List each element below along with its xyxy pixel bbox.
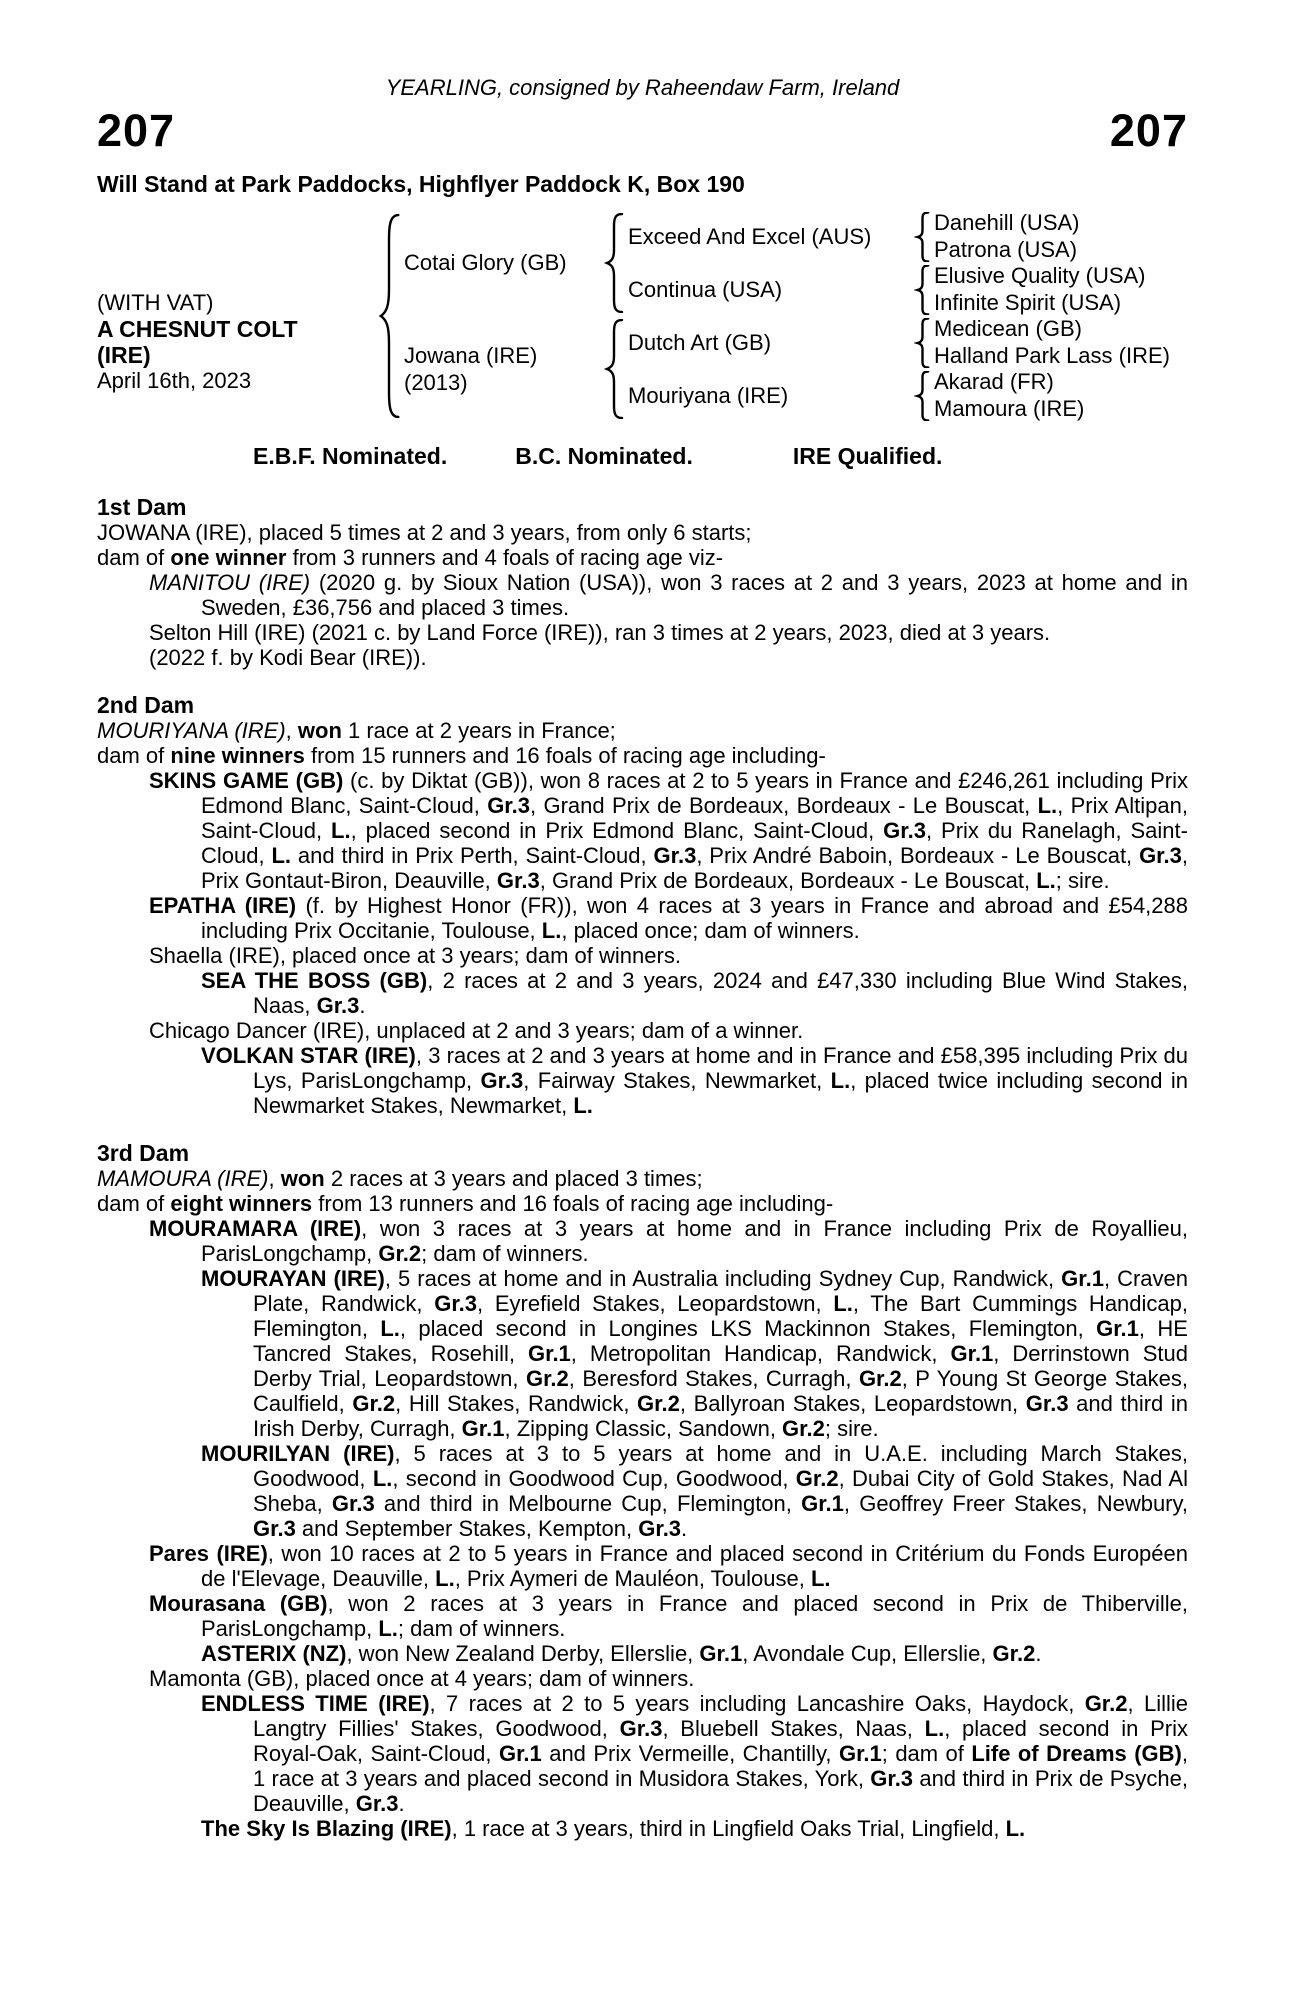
- pedigree-paragraph: [97, 1641, 1188, 1666]
- text-segment: , Fairway Stakes, Newmarket,: [523, 1068, 831, 1093]
- text-segment: Gr.1: [699, 1641, 743, 1666]
- gen4-name: Mamoura (IRE): [934, 395, 1085, 421]
- text-segment: Gr.1: [527, 1341, 571, 1366]
- text-segment: .: [398, 1791, 405, 1816]
- text-segment: and September Stakes, Kempton,: [295, 1516, 639, 1541]
- gen4-name: Medicean (GB): [934, 316, 1082, 342]
- brace-icon: [374, 210, 404, 422]
- text-segment: , Ballyroan Stakes, Leopardstown,: [679, 1391, 1026, 1416]
- pedigree-paragraph: [97, 743, 1188, 768]
- text-segment: EPATHA (IRE): [149, 893, 297, 918]
- text-segment: Life of Dreams (GB): [971, 1741, 1182, 1766]
- text-segment: Gr.3: [316, 993, 360, 1018]
- text-segment: ,: [285, 718, 298, 743]
- text-segment: , Metropolitan Handicap, Randwick,: [570, 1341, 951, 1366]
- pedigree-paragraph: [97, 545, 1188, 570]
- section-heading: 3rd Dam: [97, 1140, 190, 1166]
- text-segment: SKINS GAME (GB): [149, 768, 344, 793]
- text-segment: , Dubai City of Gold Stakes, Nad Al Sheba,: [253, 1466, 1188, 1516]
- text-segment: , 2 races at 2 and 3 years, 2024 and £47,330 including Blue Wind Stakes, Naas,: [253, 968, 1189, 1018]
- text-segment: ; sire.: [1055, 868, 1110, 893]
- lot-number-left: 207: [97, 105, 176, 156]
- text-segment: nine winners: [170, 743, 305, 768]
- text-segment: , Prix du Ranelagh, Saint-Cloud,: [201, 818, 1188, 868]
- lot-number-right: 207: [1109, 105, 1188, 156]
- text-segment: Gr.3: [331, 1491, 375, 1516]
- text-segment: L.: [573, 1093, 593, 1118]
- pedigree-tree: [97, 210, 1188, 422]
- text-segment: L.: [435, 1566, 455, 1591]
- pedigree-paragraph: [97, 768, 1188, 893]
- ire-qualified-label: IRE Qualified.: [792, 443, 943, 469]
- text-segment: from 13 runners and 16 foals of racing age including-: [312, 1191, 834, 1216]
- text-segment: L.: [830, 1068, 851, 1093]
- pedigree-paragraph: [97, 520, 1188, 545]
- text-segment: L.: [372, 1466, 393, 1491]
- gen4-name: Danehill (USA): [934, 210, 1080, 236]
- text-segment: , P Young St George Stakes, Caulfield,: [253, 1366, 1188, 1416]
- text-segment: , Beresford Stakes, Curragh,: [568, 1366, 859, 1391]
- vat-note: (WITH VAT): [97, 290, 214, 315]
- text-segment: The Sky Is Blazing (IRE): [201, 1816, 452, 1841]
- gen4-name: Akarad (FR): [934, 369, 1054, 395]
- text-segment: , Craven Plate, Randwick,: [253, 1266, 1188, 1316]
- dam-sire-name: Dutch Art (GB): [628, 329, 772, 355]
- pedigree-paragraph: [97, 1043, 1188, 1118]
- text-segment: , Prix André Baboin, Bordeaux - Le Bouscat,: [696, 843, 1140, 868]
- text-segment: , placed second in Longines LKS Mackinnon Stakes, Flemington,: [399, 1316, 1097, 1341]
- text-segment: Gr.3: [638, 1516, 682, 1541]
- text-segment: , 5 races at home and in Australia including Sydney Cup, Randwick,: [384, 1266, 1062, 1291]
- pedigree-paragraph: [97, 1441, 1188, 1541]
- pedigree-paragraph: [97, 1018, 1188, 1043]
- text-segment: , won 3 races at 3 years at home and in France including Prix de Royallieu, ParisLongchamp,: [201, 1216, 1188, 1266]
- text-segment: SEA THE BOSS (GB): [201, 968, 428, 993]
- text-segment: Gr.1: [461, 1416, 505, 1441]
- text-segment: L.: [1036, 868, 1056, 893]
- text-segment: , Eyrefield Stakes, Leopardstown,: [477, 1291, 834, 1316]
- foal-date: April 16th, 2023: [97, 368, 252, 393]
- pedigree-details: [97, 495, 1188, 1841]
- gen4-name: Infinite Spirit (USA): [934, 289, 1122, 315]
- text-segment: ENDLESS TIME (IRE): [201, 1691, 430, 1716]
- pedigree-paragraph: [97, 1216, 1188, 1266]
- text-segment: , placed twice including second in Newmarket Stakes, Newmarket,: [253, 1068, 1188, 1118]
- text-segment: Gr.3: [355, 1791, 399, 1816]
- text-segment: MOURIYANA (IRE): [97, 718, 286, 743]
- text-segment: , Grand Prix de Bordeaux, Bordeaux - Le Bouscat,: [530, 793, 1038, 818]
- text-segment: 2 races at 3 years and placed 3 times;: [324, 1166, 703, 1191]
- text-segment: (2020 g. by Sioux Nation (USA)), won 3 races at 2 and 3 years, 2023 at home and in Sweden, £36,756 and placed 3 times.: [201, 570, 1188, 620]
- text-segment: .: [681, 1516, 688, 1541]
- text-segment: , HE Tancred Stakes, Rosehill,: [253, 1316, 1188, 1366]
- text-segment: Mamonta (GB), placed once at 4 years; dam of winners.: [149, 1666, 695, 1691]
- text-segment: Gr.3: [619, 1716, 663, 1741]
- text-segment: dam of: [97, 743, 171, 768]
- text-segment: , Avondale Cup, Ellerslie,: [742, 1641, 993, 1666]
- text-segment: , Derrinstown Stud Derby Trial, Leopardstown,: [253, 1341, 1189, 1391]
- text-segment: Gr.3: [870, 1766, 914, 1791]
- dam-section: [97, 693, 1188, 1118]
- text-segment: 1 race at 2 years in France;: [341, 718, 616, 743]
- text-segment: L.: [810, 1566, 831, 1591]
- text-segment: , won New Zealand Derby, Ellerslie,: [346, 1641, 700, 1666]
- text-segment: , Grand Prix de Bordeaux, Bordeaux - Le Bouscat,: [539, 868, 1037, 893]
- brace-icon: [910, 210, 934, 263]
- text-segment: from 3 runners and 4 foals of racing age viz-: [286, 545, 724, 570]
- text-segment: L.: [331, 818, 351, 843]
- text-segment: Selton Hill (IRE) (2021 c. by Land Force (IRE)), ran 3 times at 2 years, 2023, died at 3 years.: [149, 620, 1051, 645]
- text-segment: , placed second in Prix Royal-Oak, Saint-Cloud,: [253, 1716, 1189, 1766]
- text-segment: , The Bart Cummings Handicap, Flemington,: [253, 1291, 1188, 1341]
- text-segment: Gr.1: [801, 1491, 844, 1516]
- gen4-name: Halland Park Lass (IRE): [934, 342, 1170, 368]
- text-segment: L.: [1037, 793, 1058, 818]
- pedigree-paragraph: [97, 893, 1188, 943]
- text-segment: Gr.2: [637, 1391, 680, 1416]
- brace-icon: [600, 316, 628, 422]
- text-segment: Gr.1: [498, 1741, 542, 1766]
- dam-section: [97, 495, 1188, 670]
- section-heading: 2nd Dam: [97, 692, 195, 718]
- text-segment: , 1 race at 3 years, third in Lingfield Oaks Trial, Lingfield,: [451, 1816, 1006, 1841]
- text-segment: and third in Irish Derby, Curragh,: [253, 1391, 1188, 1441]
- text-segment: , placed second in Prix Edmond Blanc, Saint-Cloud,: [350, 818, 884, 843]
- text-segment: Shaella (IRE), placed once at 3 years; dam of winners.: [149, 943, 681, 968]
- subject-country: (IRE): [97, 342, 151, 368]
- text-segment: eight winners: [170, 1191, 313, 1216]
- text-segment: ,: [268, 1166, 281, 1191]
- text-segment: VOLKAN STAR (IRE): [201, 1043, 416, 1068]
- lot-number-row: [97, 105, 1188, 156]
- text-segment: Gr.2: [352, 1391, 396, 1416]
- text-segment: Gr.3: [253, 1516, 296, 1541]
- text-segment: Gr.3: [480, 1068, 524, 1093]
- pedigree-paragraph: [97, 968, 1188, 1018]
- text-segment: L.: [924, 1716, 945, 1741]
- sire-dam-name: Continua (USA): [628, 276, 783, 302]
- text-segment: and Prix Vermeille, Chantilly,: [541, 1741, 839, 1766]
- text-segment: ; dam of: [881, 1741, 972, 1766]
- text-segment: , Hill Stakes, Randwick,: [395, 1391, 638, 1416]
- dam-year: (2013): [404, 370, 468, 395]
- text-segment: , Lillie Langtry Fillies' Stakes, Goodwood,: [253, 1691, 1189, 1741]
- text-segment: Gr.2: [795, 1466, 839, 1491]
- text-segment: Gr.3: [496, 868, 540, 893]
- pedigree-paragraph: [97, 1166, 1188, 1191]
- text-segment: one winner: [170, 545, 287, 570]
- brace-icon: [600, 210, 628, 316]
- text-segment: Gr.3: [883, 818, 926, 843]
- pedigree-paragraph: [97, 570, 1188, 620]
- text-segment: , Zipping Classic, Sandown,: [504, 1416, 783, 1441]
- text-segment: ASTERIX (NZ): [201, 1641, 347, 1666]
- text-segment: JOWANA (IRE), placed 5 times at 2 and 3 years, from only 6 starts;: [97, 520, 752, 545]
- bc-nominated-label: B.C. Nominated.: [515, 443, 693, 469]
- text-segment: , Prix Altipan, Saint-Cloud,: [201, 793, 1188, 843]
- subject-block: [97, 210, 374, 422]
- text-segment: , Geoffrey Freer Stakes, Newbury,: [843, 1491, 1188, 1516]
- text-segment: ; dam of winners.: [397, 1616, 566, 1641]
- text-segment: MANITOU (IRE): [149, 570, 311, 595]
- consignment-title: YEARLING, consigned by Raheendaw Farm, Ireland: [385, 75, 900, 100]
- text-segment: MOURILYAN (IRE): [201, 1441, 395, 1466]
- text-segment: , 1 race at 3 years and placed second in Musidora Stakes, York,: [253, 1741, 1188, 1791]
- text-segment: Gr.2: [1084, 1691, 1128, 1716]
- text-segment: .: [1035, 1641, 1042, 1666]
- text-segment: ; sire.: [824, 1416, 879, 1441]
- text-segment: Gr.2: [378, 1241, 422, 1266]
- text-segment: Gr.3: [653, 843, 697, 868]
- section-heading: 1st Dam: [97, 494, 187, 520]
- brace-icon: [910, 316, 934, 369]
- text-segment: Gr.1: [1061, 1266, 1104, 1291]
- text-segment: Gr.1: [838, 1741, 882, 1766]
- nominations-row: [97, 444, 1188, 469]
- text-segment: L.: [541, 918, 562, 943]
- text-segment: Gr.2: [992, 1641, 1036, 1666]
- text-segment: L.: [380, 1316, 400, 1341]
- pedigree-paragraph: [97, 718, 1188, 743]
- text-segment: L.: [378, 1616, 398, 1641]
- text-segment: MOURAMARA (IRE): [149, 1216, 362, 1241]
- text-segment: MOURAYAN (IRE): [201, 1266, 385, 1291]
- pedigree-paragraph: [97, 1266, 1188, 1441]
- text-segment: L.: [1005, 1816, 1026, 1841]
- text-segment: , placed once; dam of winners.: [561, 918, 860, 943]
- text-segment: Gr.1: [1096, 1316, 1139, 1341]
- text-segment: Gr.3: [1025, 1391, 1069, 1416]
- text-segment: L.: [833, 1291, 853, 1316]
- dam-name: Jowana (IRE): [404, 343, 538, 368]
- text-segment: ; dam of winners.: [421, 1241, 589, 1266]
- text-segment: dam of: [97, 1191, 171, 1216]
- text-segment: , won 10 races at 2 to 5 years in France and placed second in Critérium du Fonds Européen de l'Elevage, Deauville,: [201, 1541, 1188, 1591]
- text-segment: Gr.1: [950, 1341, 994, 1366]
- text-segment: dam of: [97, 545, 171, 570]
- text-segment: , second in Goodwood Cup, Goodwood,: [392, 1466, 796, 1491]
- brace-icon: [910, 369, 934, 422]
- text-segment: from 15 runners and 16 foals of racing age including-: [304, 743, 826, 768]
- ebf-nominated-label: E.B.F. Nominated.: [253, 443, 448, 469]
- text-segment: , 5 races at 3 to 5 years at home and in U.A.E. including March Stakes, Goodwood,: [253, 1441, 1189, 1491]
- pedigree-paragraph: [97, 943, 1188, 968]
- pedigree-paragraph: [97, 645, 1188, 670]
- text-segment: Gr.3: [487, 793, 530, 818]
- gen4-name: Patrona (USA): [934, 236, 1078, 262]
- text-segment: Chicago Dancer (IRE), unplaced at 2 and 3 years; dam of a winner.: [149, 1018, 804, 1043]
- text-segment: , Bluebell Stakes, Naas,: [662, 1716, 925, 1741]
- text-segment: Gr.2: [858, 1366, 902, 1391]
- text-segment: , won 2 races at 3 years in France and placed second in Prix de Thiberville, ParisLongchamp,: [201, 1591, 1188, 1641]
- text-segment: (2022 f. by Kodi Bear (IRE)).: [149, 645, 427, 670]
- text-segment: and third in Prix Perth, Saint-Cloud,: [291, 843, 654, 868]
- text-segment: and third in Prix de Psyche, Deauville,: [253, 1766, 1189, 1816]
- text-segment: (f. by Highest Honor (FR)), won 4 races at 3 years in France and abroad and £54,288 including Prix Occitanie, Toulouse,: [201, 893, 1188, 943]
- text-segment: Gr.3: [1139, 843, 1182, 868]
- dam-block: [404, 316, 600, 422]
- gen4-name: Elusive Quality (USA): [934, 263, 1146, 289]
- text-segment: MAMOURA (IRE): [97, 1166, 269, 1191]
- text-segment: L.: [271, 843, 292, 868]
- text-segment: (c. by Diktat (GB)), won 8 races at 2 to 5 years in France and £246,261 including Prix Edmond Blanc, Saint-Cloud,: [201, 768, 1188, 818]
- text-segment: Gr.3: [434, 1291, 478, 1316]
- pedigree-paragraph: [97, 1666, 1188, 1691]
- brace-icon: [910, 263, 934, 316]
- pedigree-paragraph: [97, 1816, 1188, 1841]
- pedigree-paragraph: [97, 1541, 1188, 1591]
- dam-section: [97, 1141, 1188, 1841]
- text-segment: won: [297, 718, 342, 743]
- subject-name: A CHESNUT COLT: [97, 316, 298, 342]
- text-segment: and third in Melbourne Cup, Flemington,: [374, 1491, 802, 1516]
- text-segment: , Prix Aymeri de Mauléon, Toulouse,: [454, 1566, 811, 1591]
- pedigree-paragraph: [97, 620, 1188, 645]
- text-segment: won: [280, 1166, 325, 1191]
- sire-sire-name: Exceed And Excel (AUS): [628, 223, 872, 249]
- pedigree-paragraph: [97, 1591, 1188, 1641]
- dam-dam-name: Mouriyana (IRE): [628, 382, 789, 408]
- pedigree-paragraph: [97, 1691, 1188, 1816]
- pedigree-paragraph: [97, 1191, 1188, 1216]
- text-segment: .: [359, 993, 366, 1018]
- sire-name: Cotai Glory (GB): [404, 250, 567, 275]
- text-segment: , 3 races at 2 and 3 years at home and in France and £58,395 including Prix du Lys, ParisLongchamp,: [253, 1043, 1188, 1093]
- stand-location: Will Stand at Park Paddocks, Highflyer Paddock K, Box 190: [97, 171, 745, 197]
- text-segment: Gr.2: [525, 1366, 569, 1391]
- text-segment: Pares (IRE): [149, 1541, 268, 1566]
- text-segment: , Prix Gontaut-Biron, Deauville,: [201, 843, 1188, 893]
- text-segment: , 7 races at 2 to 5 years including Lancashire Oaks, Haydock,: [429, 1691, 1085, 1716]
- text-segment: Mourasana (GB): [149, 1591, 328, 1616]
- text-segment: Gr.2: [782, 1416, 825, 1441]
